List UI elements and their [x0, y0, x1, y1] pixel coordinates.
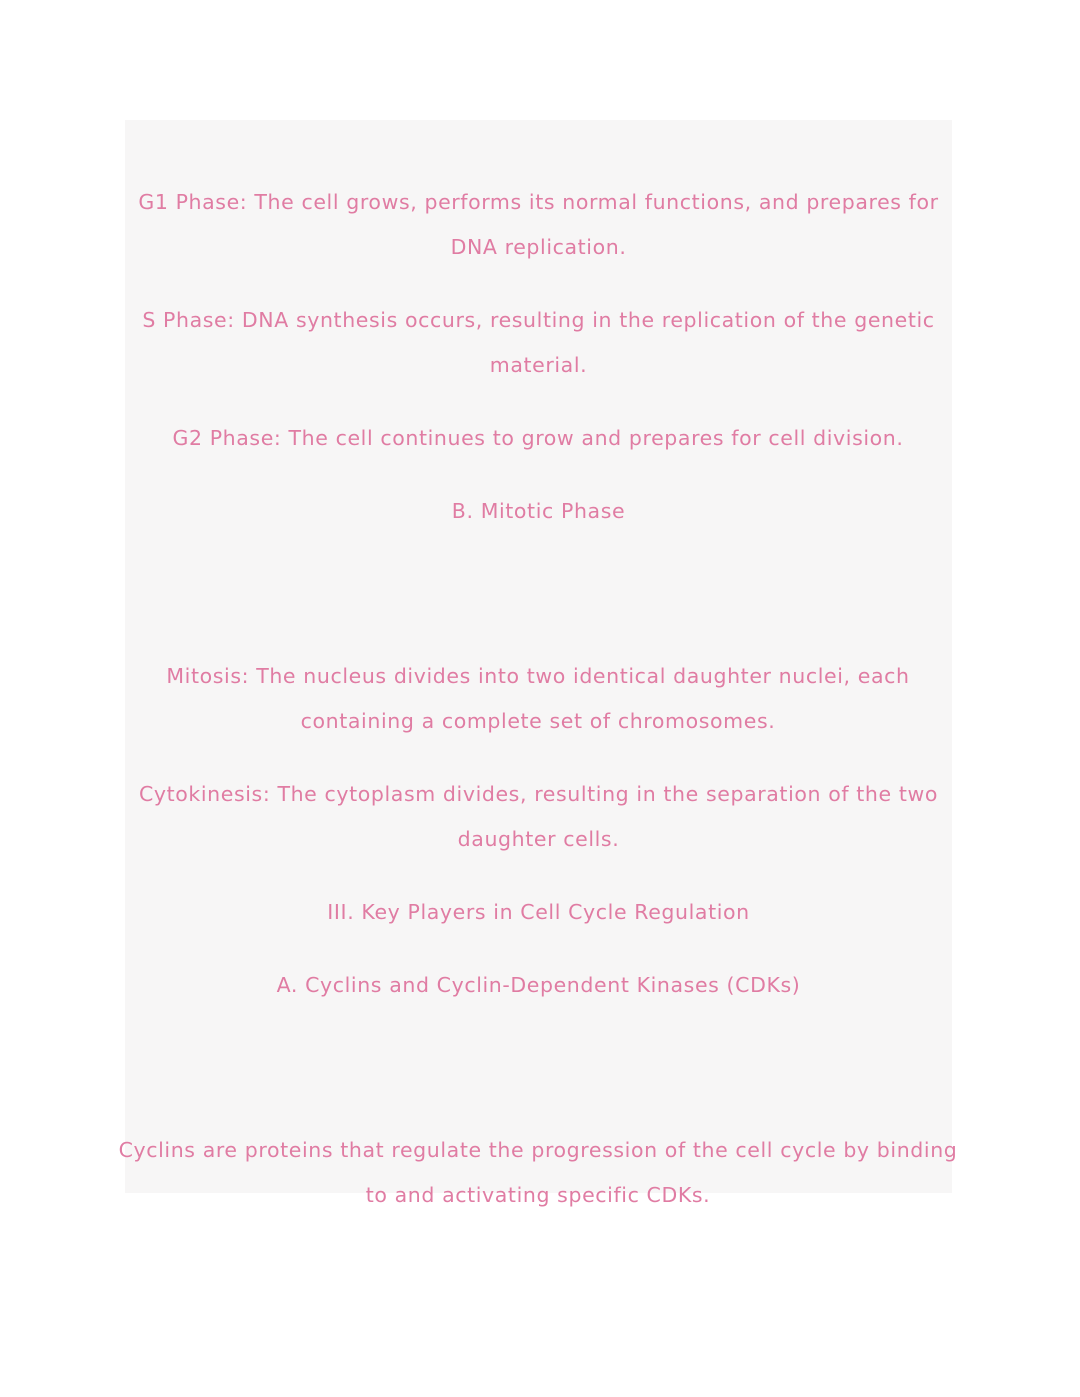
paragraph-s-phase: S Phase: DNA synthesis occurs, resulting in the replication of the genetic material.	[142, 308, 935, 377]
paragraph-g1-phase: G1 Phase: The cell grows, performs its normal functions, and prepares for DNA replication.	[138, 190, 939, 259]
heading-key-players: III. Key Players in Cell Cycle Regulation	[327, 900, 750, 924]
paragraph-cyclins-description: Cyclins are proteins that regulate the progression of the cell cycle by binding to and activating specific CDKs.	[118, 1138, 958, 1207]
paragraph-g2-phase: G2 Phase: The cell continues to grow and prepares for cell division.	[172, 426, 904, 450]
heading-cyclins-cdks: A. Cyclins and Cyclin-Dependent Kinases (CDKs)	[276, 973, 801, 997]
heading-mitotic-phase: B. Mitotic Phase	[451, 499, 626, 523]
paragraph-mitosis: Mitosis: The nucleus divides into two identical daughter nuclei, each containing a complete set of chromosomes.	[166, 664, 910, 733]
paragraph-cytokinesis: Cytokinesis: The cytoplasm divides, resulting in the separation of the two daughter cells.	[138, 782, 938, 851]
document-content-panel	[118, 120, 958, 1207]
document-body	[118, 180, 958, 1246]
